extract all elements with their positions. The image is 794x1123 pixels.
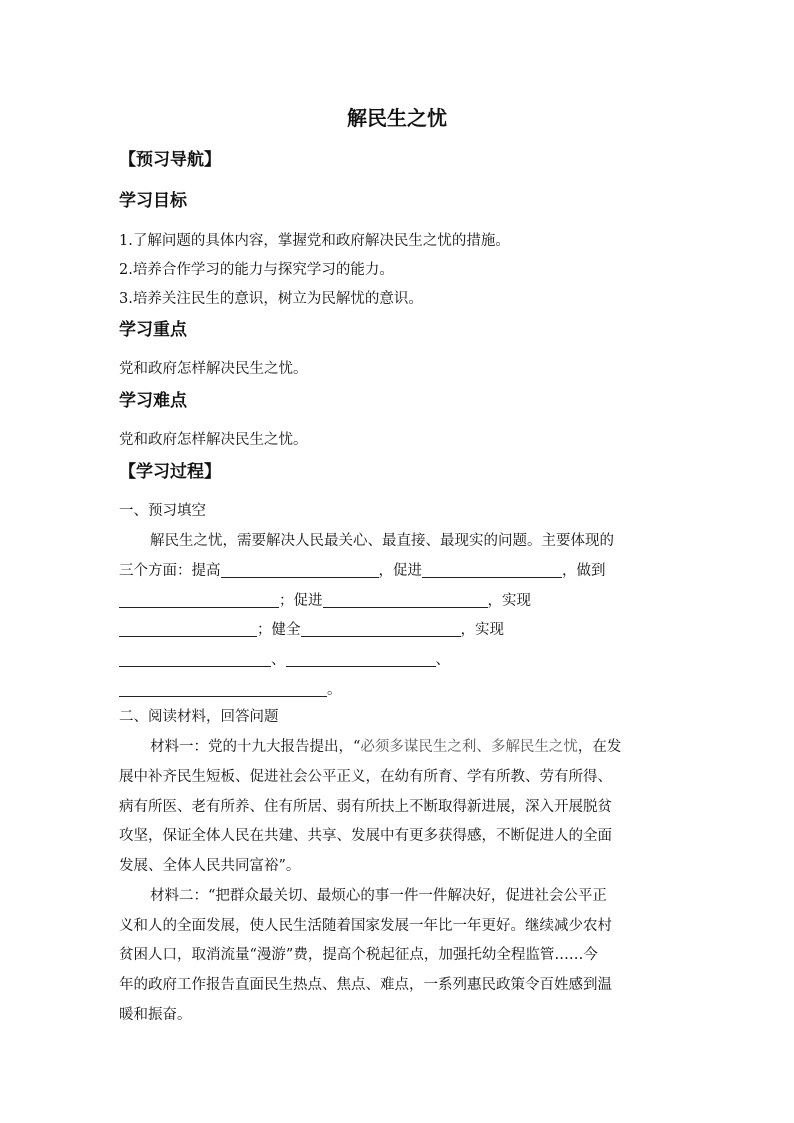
process-heading: 【学习过程】: [119, 462, 221, 482]
fill-blank[interactable]: [323, 591, 488, 608]
fill-text: ；健全: [257, 622, 301, 638]
part1-heading: 一、预习填空: [119, 503, 206, 519]
fill-blank[interactable]: [119, 591, 279, 608]
fill-text: ，实现: [487, 593, 531, 609]
fill-paragraph-line: [119, 590, 531, 612]
material-one-text: ，在发: [577, 739, 622, 755]
fill-text: 三个方面：提高: [119, 563, 221, 579]
objective-item: 3.培养关注民生的意识，树立为民解忧的意识。: [119, 291, 423, 307]
material-two-line: 贫困人口，取消流量“漫游”费，提高个税起征点，加强托幼全程监管……今: [119, 947, 598, 963]
material-one-line: 病有所医、老有所养、住有所居、弱有所扶上不断取得新进展，深入开展脱贫: [119, 799, 612, 815]
part2-heading: 二、阅读材料，回答问题: [119, 709, 279, 725]
fill-text: ，促进: [378, 563, 422, 579]
fill-blank[interactable]: [286, 650, 436, 667]
fill-text: 。: [327, 682, 342, 698]
focus-text: 党和政府怎样解决民生之忧。: [119, 361, 308, 377]
fill-paragraph-line: [119, 560, 606, 582]
fill-blank[interactable]: [119, 650, 271, 667]
material-two-line: 暖和振奋。: [119, 1007, 192, 1023]
fill-text: 、: [271, 652, 286, 668]
fill-paragraph-line: [119, 649, 450, 671]
material-one-quote: 必须多谋民生之利、多解民生之忧: [360, 739, 578, 755]
fill-paragraph-line: [119, 679, 342, 701]
fill-blank[interactable]: [301, 620, 461, 637]
difficulty-heading: 学习难点: [119, 391, 187, 411]
difficulty-text: 党和政府怎样解决民生之忧。: [119, 432, 308, 448]
document-title: 解民生之忧: [347, 106, 447, 130]
objective-item: 1.了解问题的具体内容，掌握党和政府解决民生之忧的措施。: [119, 233, 510, 249]
material-one-line: 发展、全体人民共同富裕”。: [119, 858, 301, 874]
material-one-line: 展中补齐民生短板、促进社会公平正义，在幼有所育、学有所教、劳有所得、: [119, 769, 612, 785]
fill-paragraph-line: [119, 619, 504, 641]
preview-heading: 【预习导航】: [119, 150, 221, 170]
objective-item: 2.培养合作学习的能力与探究学习的能力。: [119, 262, 394, 278]
fill-blank[interactable]: [422, 561, 562, 578]
fill-blank[interactable]: [119, 680, 327, 697]
fill-blank[interactable]: [221, 561, 379, 578]
material-two-line: 材料二：“把群众最关切、最烦心的事一件一件解决好，促进社会公平正: [150, 888, 607, 904]
material-one-text: 材料一：党的十九大报告提出，“: [150, 739, 361, 755]
focus-heading: 学习重点: [119, 320, 187, 340]
material-one-line: 攻坚，保证全体人民在共建、共享、发展中有更多获得感，不断促进人的全面: [119, 828, 612, 844]
fill-text: ；促进: [279, 593, 323, 609]
fill-blank[interactable]: [119, 620, 257, 637]
fill-text: ，做到: [562, 563, 606, 579]
fill-text: 、: [435, 652, 450, 668]
fill-text: ，实现: [460, 622, 504, 638]
fill-paragraph-line: 解民生之忧，需要解决人民最关心、最直接、最现实的问题。主要体现的: [150, 533, 614, 549]
objectives-heading: 学习目标: [119, 191, 187, 211]
material-two-line: 年的政府工作报告直面民生热点、焦点、难点，一系列惠民政策令百姓感到温: [119, 977, 612, 993]
material-two-line: 义和人的全面发展，使人民生活随着国家发展一年比一年更好。继续减少农村: [119, 918, 612, 934]
material-one-line: [150, 736, 621, 758]
